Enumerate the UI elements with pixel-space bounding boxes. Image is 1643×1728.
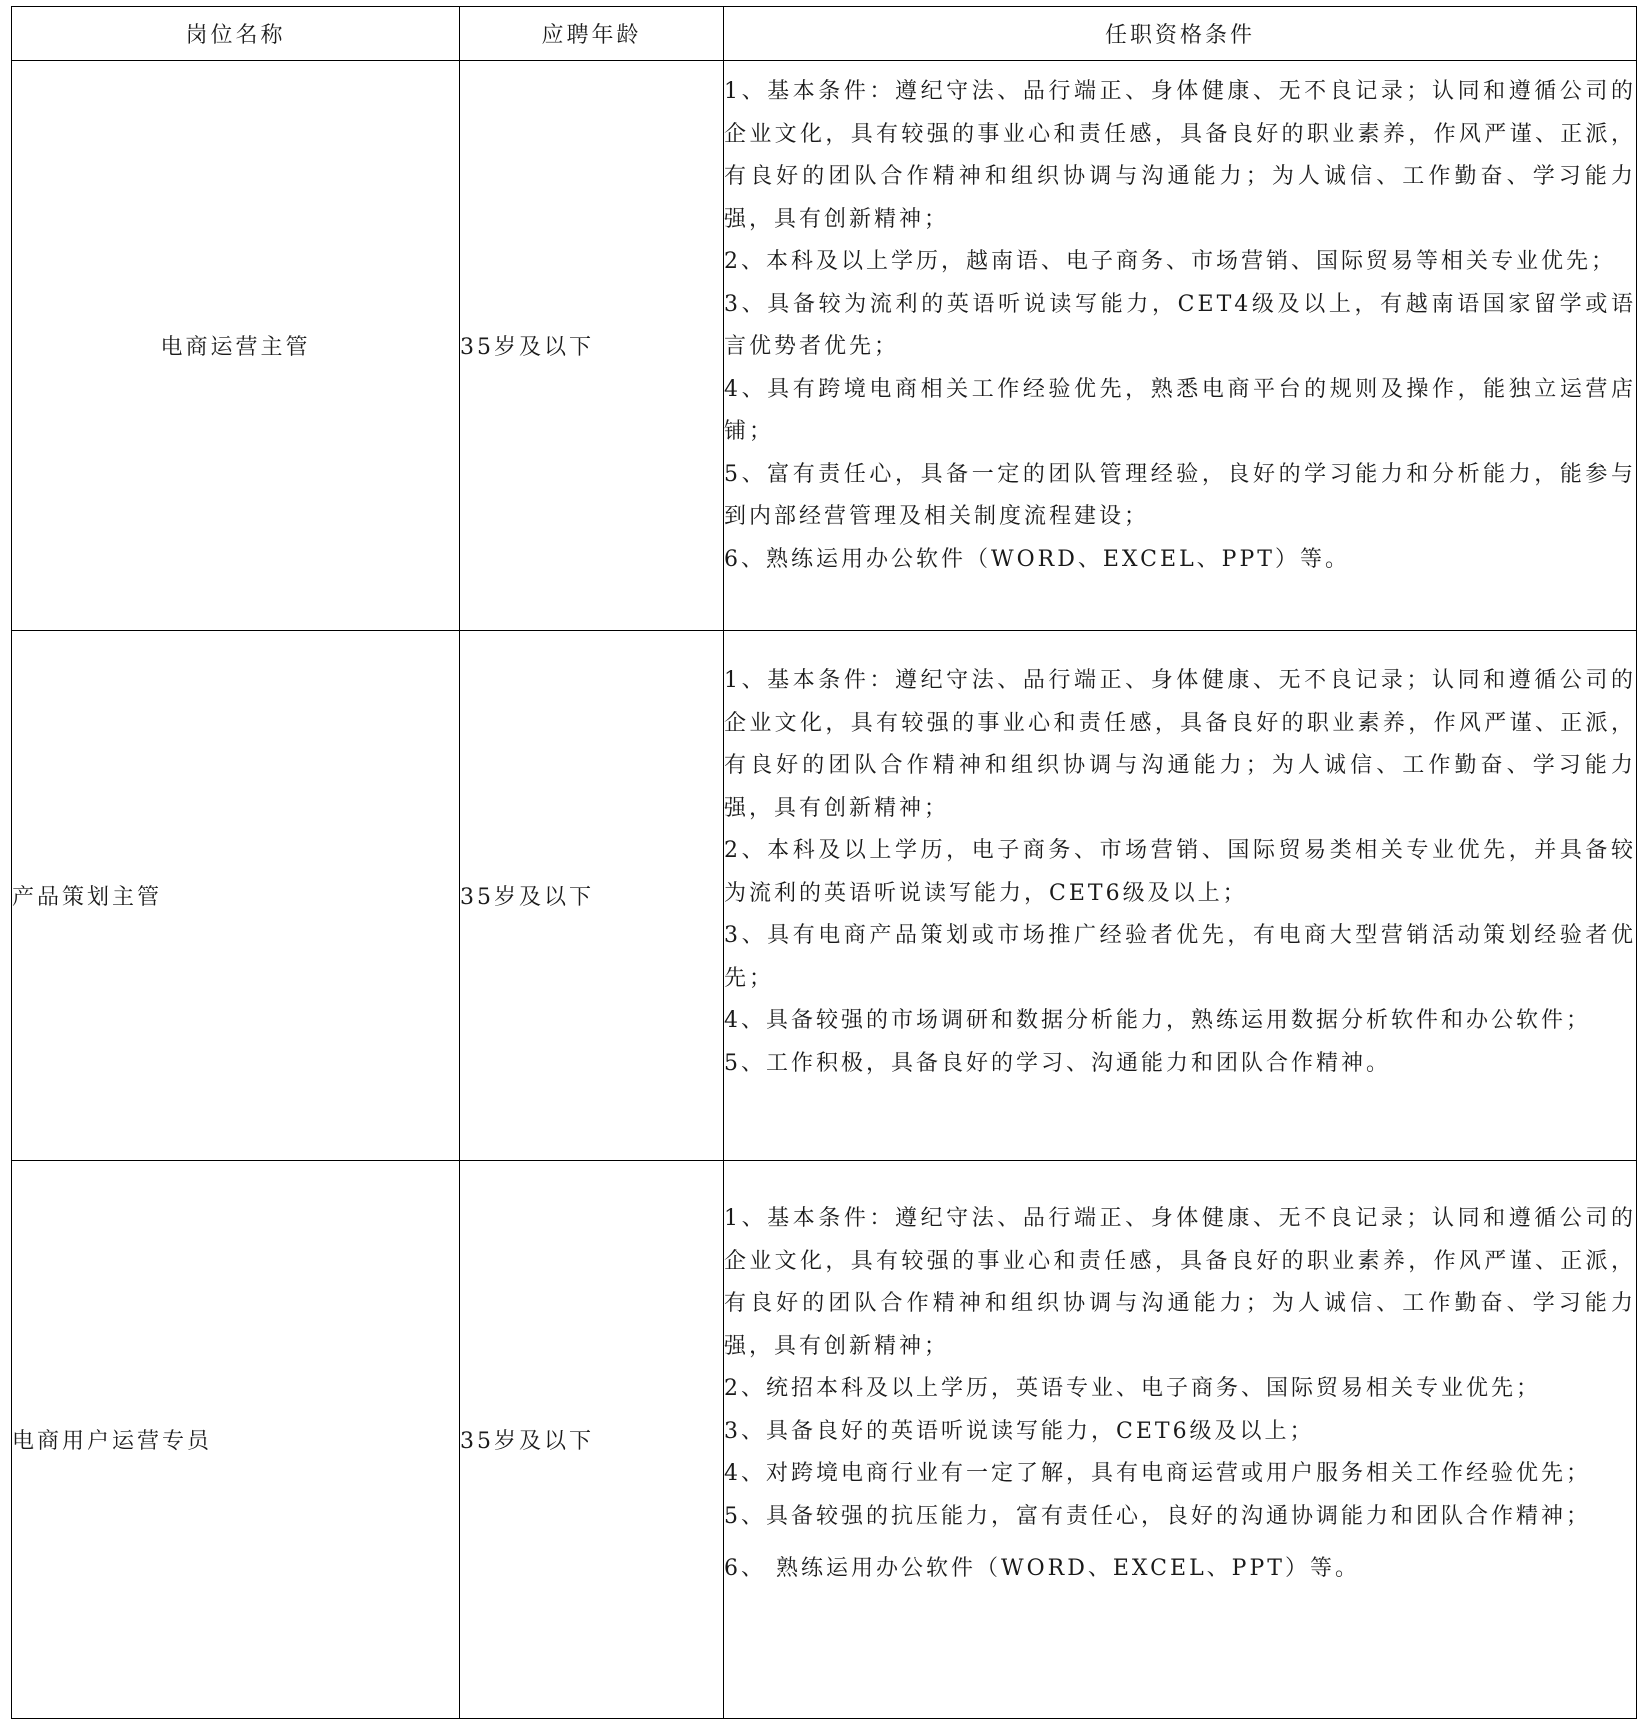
requirement-item: 6、 熟练运用办公软件（WORD、EXCEL、PPT）等。	[724, 1556, 1360, 1582]
position-name: 电商运营主管	[12, 61, 460, 631]
position-name: 产品策划主管	[12, 631, 460, 1161]
requirement-item: 3、具备较为流利的英语听说读写能力，CET4级及以上，有越南语国家留学或语言优势者优先；	[724, 291, 1636, 359]
header-age: 应聘年龄	[460, 7, 724, 61]
requirement-item: 3、具有电商产品策划或市场推广经验者优先，有电商大型营销活动策划经验者优先；	[724, 923, 1636, 991]
requirement-item: 6、熟练运用办公软件（WORD、EXCEL、PPT）等。	[724, 546, 1350, 572]
table-row	[12, 61, 1637, 631]
age-limit: 35岁及以下	[460, 631, 724, 1161]
requirement-item: 5、工作积极，具备良好的学习、沟通能力和团队合作精神。	[724, 1050, 1391, 1076]
requirements-cell	[724, 61, 1637, 631]
requirement-item: 4、具有跨境电商相关工作经验优先，熟悉电商平台的规则及操作，能独立运营店铺；	[724, 376, 1636, 444]
requirement-item: 1、基本条件：遵纪守法、品行端正、身体健康、无不良记录；认同和遵循公司的企业文化，具有较强的事业心和责任感，具备良好的职业素养，作风严谨、正派，有良好的团队合作精神和组织协调与沟通能力；为人诚信、工作勤奋、学习能力强，具有创新精神；	[724, 1206, 1636, 1359]
header-position: 岗位名称	[12, 7, 460, 61]
requirement-item: 4、对跨境电商行业有一定了解，具有电商运营或用户服务相关工作经验优先；	[724, 1461, 1591, 1487]
requirement-item: 3、具备良好的英语听说读写能力，CET6级及以上；	[724, 1418, 1315, 1444]
requirement-item: 1、基本条件：遵纪守法、品行端正、身体健康、无不良记录；认同和遵循公司的企业文化，具有较强的事业心和责任感，具备良好的职业素养，作风严谨、正派，有良好的团队合作精神和组织协调与沟通能力；为人诚信、工作勤奋、学习能力强，具有创新精神；	[724, 79, 1636, 232]
requirement-item: 2、统招本科及以上学历，英语专业、电子商务、国际贸易相关专业优先；	[724, 1376, 1541, 1402]
requirement-item: 5、具备较强的抗压能力，富有责任心，良好的沟通协调能力和团队合作精神；	[724, 1503, 1591, 1529]
requirement-item: 4、具备较强的市场调研和数据分析能力，熟练运用数据分析软件和办公软件；	[724, 1008, 1591, 1033]
position-name: 电商用户运营专员	[12, 1161, 460, 1719]
requirements-cell	[724, 631, 1637, 1161]
table-header-row	[12, 7, 1637, 61]
table-row	[12, 1161, 1637, 1719]
age-limit: 35岁及以下	[460, 1161, 724, 1719]
requirement-item: 2、本科及以上学历，电子商务、市场营销、国际贸易类相关专业优先，并具备较为流利的英语听说读写能力，CET6级及以上；	[724, 838, 1636, 906]
age-limit: 35岁及以下	[460, 61, 724, 631]
requirements-list	[724, 1198, 1636, 1681]
requirement-item: 2、本科及以上学历，越南语、电子商务、市场营销、国际贸易等相关专业优先；	[724, 249, 1616, 274]
requirement-item: 1、基本条件：遵纪守法、品行端正、身体健康、无不良记录；认同和遵循公司的企业文化，具有较强的事业心和责任感，具备良好的职业素养，作风严谨、正派，有良好的团队合作精神和组织协调与沟通能力；为人诚信、工作勤奋、学习能力强，具有创新精神；	[724, 668, 1636, 821]
requirement-item: 5、富有责任心，具备一定的团队管理经验，良好的学习能力和分析能力，能参与到内部经营管理及相关制度流程建设；	[724, 461, 1636, 529]
requirements-table	[11, 6, 1637, 1719]
requirements-cell	[724, 1161, 1637, 1719]
table-row	[12, 631, 1637, 1161]
requirements-list	[724, 660, 1636, 1131]
header-requirements: 任职资格条件	[724, 7, 1637, 61]
